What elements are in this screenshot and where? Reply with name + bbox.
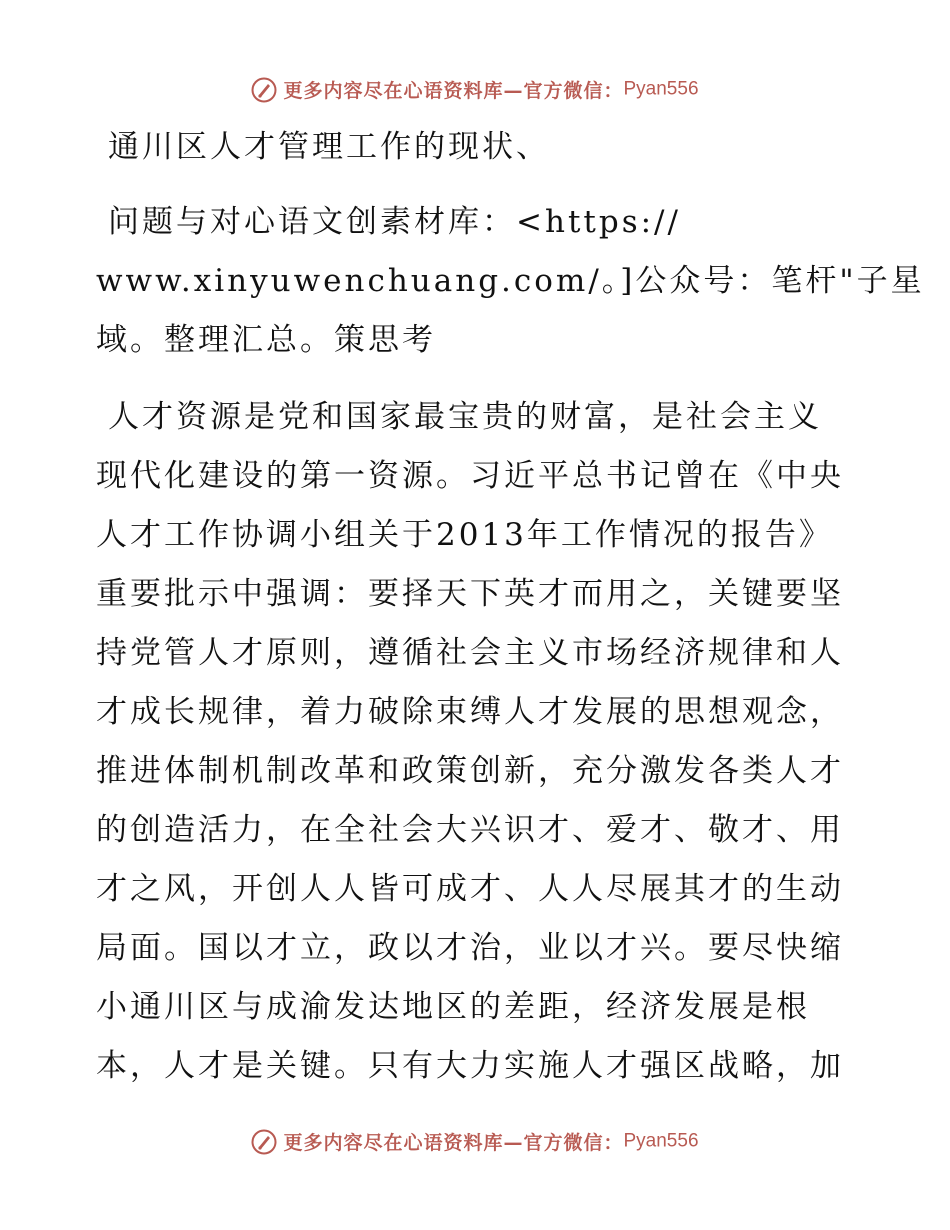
watermark-wechat-id: Pyan556 bbox=[623, 1130, 699, 1152]
body-text-line: 小通川区与成渝发达地区的差距，经济发展是根 bbox=[96, 989, 810, 1025]
document-title bbox=[96, 118, 856, 177]
body-text-line: 局面。国以才立，政以才治，业以才兴。要尽快缩 bbox=[96, 930, 844, 966]
watermark-wechat-id: Pyan556 bbox=[623, 78, 699, 100]
body-text-line: 才之风，开创人人皆可成才、人人尽展其才的生动 bbox=[96, 871, 844, 907]
subtitle-line: 域。整理汇总。策思考 bbox=[96, 322, 436, 358]
pen-nib-logo-icon bbox=[251, 1129, 277, 1155]
pen-nib-logo-icon bbox=[251, 77, 277, 103]
watermark-text: 更多内容尽在心语资料库—官方微信： bbox=[283, 1132, 624, 1154]
body-paragraph bbox=[96, 388, 856, 1096]
subtitle-line: 问题与对心语文创素材库：<https:// bbox=[108, 204, 681, 240]
body-text-line: 推进体制机制改革和政策创新，充分激发各类人才 bbox=[96, 753, 844, 789]
body-text-line: 才成长规律，着力破除束缚人才发展的思想观念， bbox=[96, 694, 844, 730]
subtitle-line: www.xinyuwenchuang.com/。]公众号：笔杆"子星 bbox=[96, 263, 925, 299]
header-watermark bbox=[0, 76, 950, 103]
body-text-line: 本，人才是关键。只有大力实施人才强区战略，加 bbox=[96, 1048, 844, 1084]
body-text-line: 重要批示中强调：要择天下英才而用之，关键要坚 bbox=[96, 576, 844, 612]
body-text-line: 人才资源是党和国家最宝贵的财富，是社会主义 bbox=[108, 399, 822, 435]
document-subtitle bbox=[96, 193, 925, 370]
body-text-line: 持党管人才原则，遵循社会主义市场经济规律和人 bbox=[96, 635, 844, 671]
watermark-text: 更多内容尽在心语资料库—官方微信： bbox=[283, 80, 624, 102]
body-text-line: 现代化建设的第一资源。习近平总书记曾在《中央 bbox=[96, 458, 844, 494]
body-text-line: 人才工作协调小组关于2013年工作情况的报告》 bbox=[96, 517, 833, 553]
title-line: 通川区人才管理工作的现状、 bbox=[108, 129, 550, 165]
document-body bbox=[96, 118, 925, 1096]
footer-watermark bbox=[0, 1128, 950, 1155]
body-text-line: 的创造活力，在全社会大兴识才、爱才、敬才、用 bbox=[96, 812, 844, 848]
